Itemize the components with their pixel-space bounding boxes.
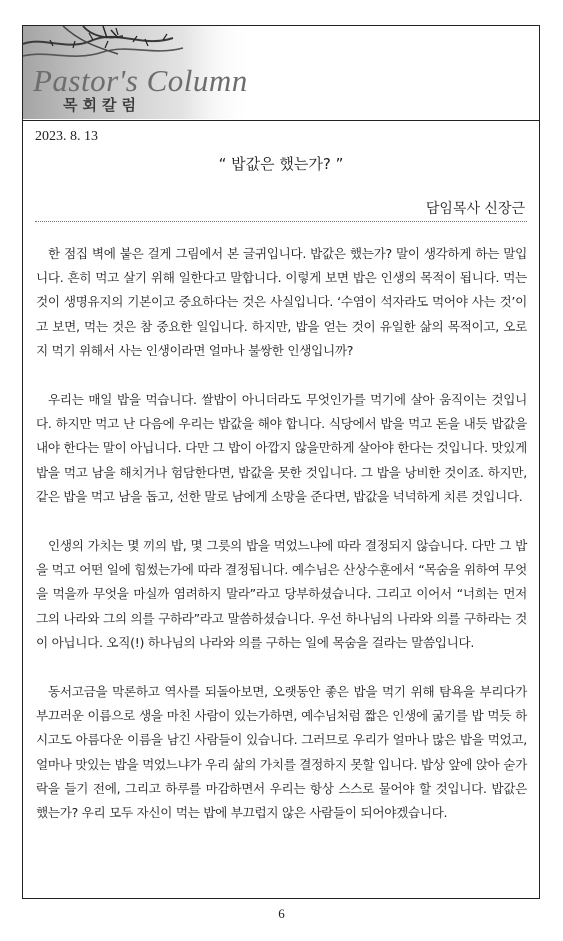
page-number: 6	[278, 906, 285, 921]
masthead	[23, 26, 539, 121]
dotted-divider	[35, 221, 527, 222]
paragraph: 인생의 가치는 몇 끼의 밥, 몇 그릇의 밥을 먹었느냐에 따라 결정되지 않습니다. 다만 그 밥을 먹고 어떤 일에 힘썼는가에 따라 결정됩니다. 예수님은 산상수훈에서 “목숨을 위하여 무엇을 먹을까 무엇을 마실까 염려하지 말라”라고 당부하셨습니다. 그리고 이어서 “너희는 먼저 그의 나라와 그의 의를 구하라”라고 말씀하셨습니다. 우선 하나님의 나라와 의를 구하라는 것이 아닙니다. 오직(!) 하나님의 나라와 의를 구하는 일에 목숨을 걸라는 말씀입니다.	[36, 538, 527, 650]
paragraph: 동서고금을 막론하고 역사를 되돌아보면, 오랫동안 좋은 밥을 먹기 위해 탐욕을 부리다가 부끄러운 이름으로 생을 마친 사람이 있는가하면, 예수님처럼 짧은 인생에 굶기를 밥 먹듯 하시고도 아름다운 이름을 남긴 사람들이 있습니다. 그러므로 우리가 얼마나 많은 밥을 먹었고, 얼마나 맛있는 밥을 먹었느냐가 우리 삶의 가치를 결정하지 못할 입니다. 밥상 앞에 앉아 숟가락을 들기 전에, 그리고 하루를 마감하면서 우리는 항상 스스로 물어야 할 것입니다. 밥값은 했는가? 우리 모두 자신이 먹는 밥에 부끄럽지 않은 사람들이 되어야겠습니다.	[36, 684, 527, 821]
paragraph: 우리는 매일 밥을 먹습니다. 쌀밥이 아니더라도 무엇인가를 먹기에 살아 움직이는 것입니다. 하지만 먹고 난 다음에 우리는 밥값을 해야 합니다. 식당에서 밥을 먹고 돈을 내듯 밥값을 내야 한다는 말이 아닙니다. 다만 그 밥이 아깝지 않을만하게 살아야 한다는 것입니다. 맛있게 밥을 먹고 남을 해치거나 험담한다면, 밥값을 못한 것입니다. 그 밥을 낭비한 것이죠. 하지만, 같은 밥을 먹고 남을 돕고, 선한 말로 남에게 소망을 준다면, 밥값을 넉넉하게 치른 것입니다.	[36, 392, 527, 504]
masthead-title: Pastor's Column	[33, 63, 248, 98]
article-author: 담임목사 신장근	[425, 201, 525, 217]
article-date: 2023. 8. 13	[35, 129, 98, 144]
paragraph: 한 점집 벽에 붙은 걸게 그림에서 본 글귀입니다. 밥값은 했는가? 말이 생각하게 하는 말입니다. 흔히 먹고 살기 위해 일한다고 말합니다. 이렇게 보면 밥은 인생의 목적이 됩니다. 먹는 것이 생명유지의 기본이고 중요하다는 것은 사실입니다. ‘수염이 석자라도 먹어야 사는 것’이고 보면, 먹는 것은 참 중요한 일입니다. 하지만, 밥을 얻는 것이 유일한 삶의 목적이고, 오로지 먹기 위해서 사는 인생이라면 얼마나 불쌍한 인생입니까?	[36, 246, 527, 358]
article-title: “ 밥값은 했는가? ”	[218, 155, 344, 173]
article-body	[36, 242, 527, 850]
column-frame	[22, 25, 540, 899]
masthead-subtitle: 목회칼럼	[63, 96, 141, 114]
